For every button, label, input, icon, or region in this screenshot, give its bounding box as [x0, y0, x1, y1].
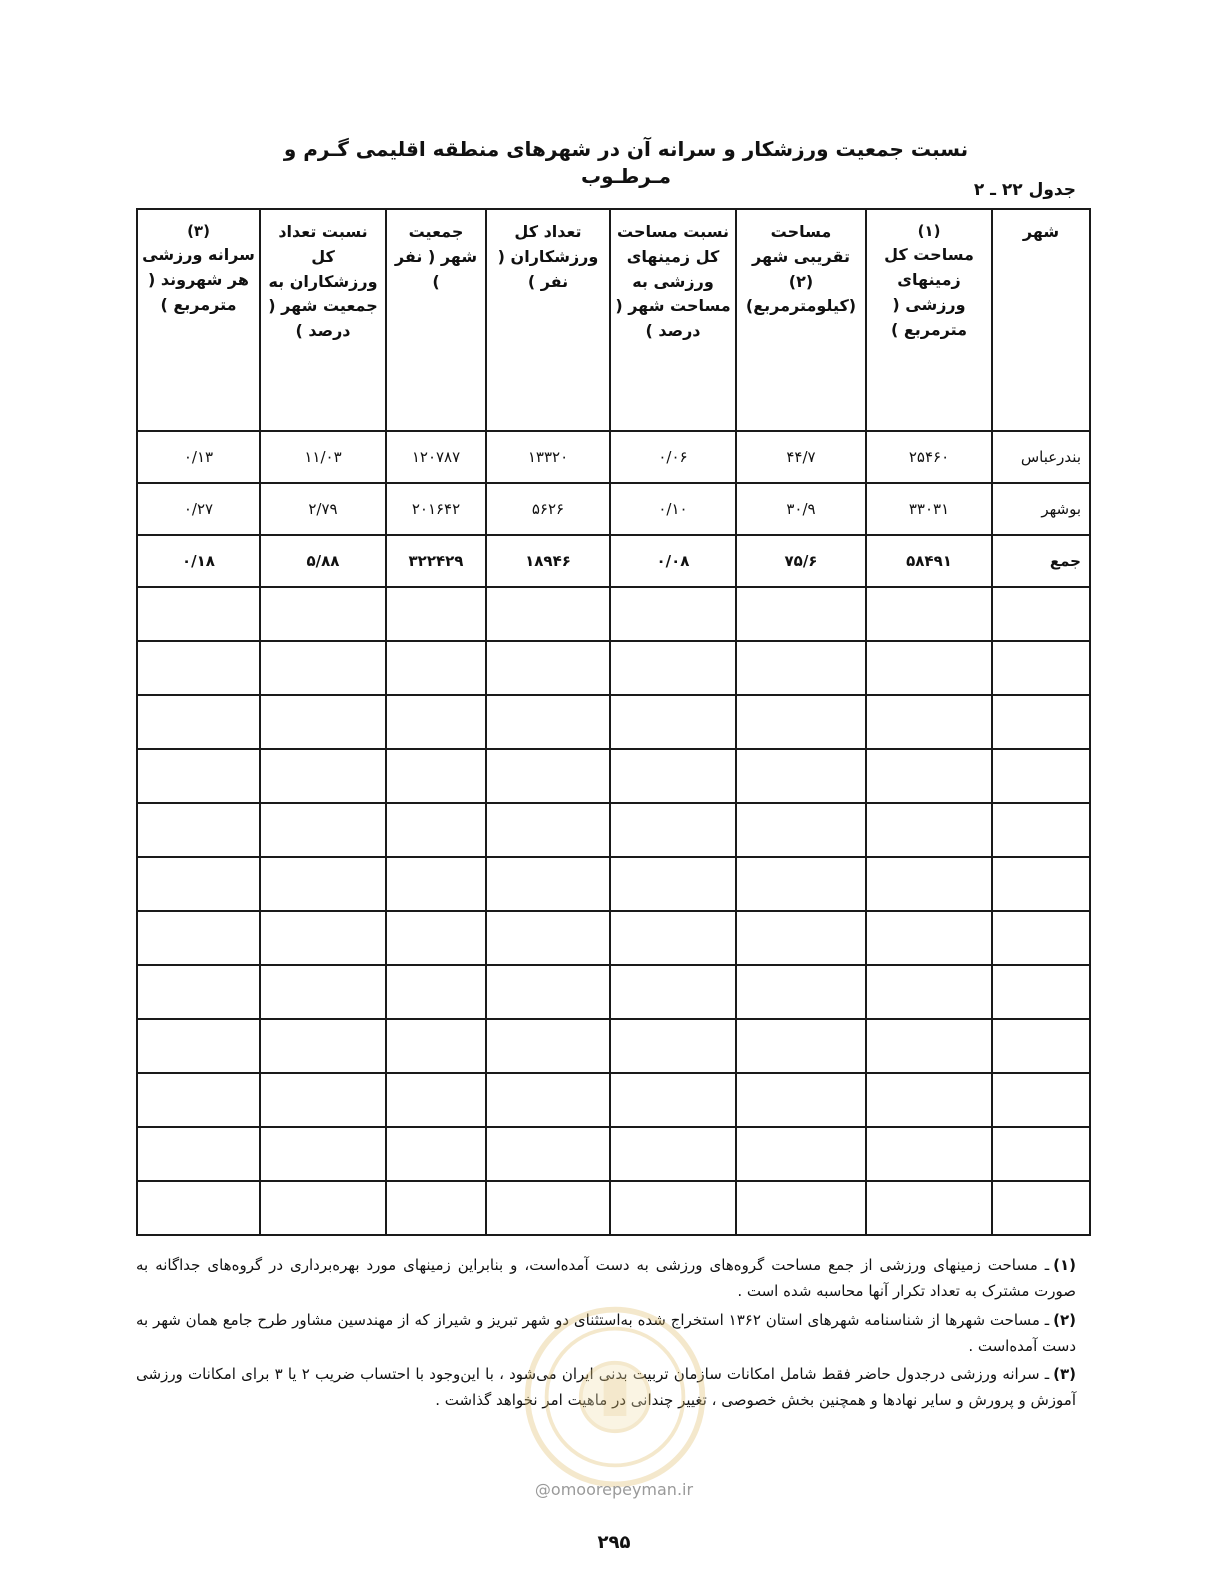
table-cell: ۱۱/۰۳	[260, 431, 386, 483]
footnote-text: ـ مساحت زمینهای ورزشی از جمع مساحت گروه‌های ورزشی به دست آمده‌است، و بنابراین زمینهای مورد بهره‌برداری در گروه‌های جداگانه به صورت مشترک به تعداد تکرار آنها محاسبه شده است .	[136, 1256, 1076, 1301]
empty-table-cell	[866, 749, 992, 803]
footnote-text: ـ سرانه ورزشی درجدول حاضر فقط شامل امکانات سازمان تربیت بدنی ایران می‌شود ، با این‌وجود با احتساب ضریب ۲ یا ۳ برای امکانات ورزشی آموزش و پرورش و سایر نهادها و همچنین بخش خصوصی ، تغییر چندانی در ماهیت امر نخواهد گذاشت .	[136, 1365, 1076, 1410]
empty-table-cell	[260, 857, 386, 911]
header-label: سرانه ورزشی هر شهروند ( مترمربع )	[142, 245, 255, 314]
empty-table-cell	[736, 911, 866, 965]
header-label: نسبت تعداد کل ورزشکاران به جمعیت شهر ( درصد )	[268, 222, 378, 341]
header-label: جمعیت شهر ( نفر )	[394, 222, 478, 291]
statistics-table-container	[138, 208, 1091, 1236]
empty-table-cell	[386, 695, 486, 749]
table-cell: ۷۵/۶	[736, 535, 866, 587]
empty-table-cell	[992, 695, 1090, 749]
empty-table-cell	[486, 641, 610, 695]
empty-table-row	[137, 857, 1090, 911]
table-cell: جمع	[992, 535, 1090, 587]
table-header-row	[137, 209, 1090, 431]
empty-table-row	[137, 1127, 1090, 1181]
table-cell: بوشهر	[992, 483, 1090, 535]
table-cell: ۰/۱۸	[137, 535, 260, 587]
header-area-ratio	[610, 209, 736, 431]
watermark-seal	[520, 1302, 710, 1492]
empty-table-cell	[610, 695, 736, 749]
empty-table-cell	[260, 695, 386, 749]
empty-table-cell	[610, 587, 736, 641]
empty-table-cell	[486, 911, 610, 965]
empty-table-cell	[992, 857, 1090, 911]
table-cell: ۱۸۹۴۶	[486, 535, 610, 587]
footnote-mark: (۲)	[1053, 1310, 1076, 1329]
header-label: تعداد کل ورزشکاران ( نفر )	[497, 222, 599, 291]
empty-table-cell	[736, 1019, 866, 1073]
empty-table-cell	[736, 1181, 866, 1235]
table-cell: ۳۰/۹	[736, 483, 866, 535]
empty-table-cell	[866, 857, 992, 911]
empty-table-cell	[486, 1127, 610, 1181]
table-cell: ۵۸۴۹۱	[866, 535, 992, 587]
empty-table-cell	[866, 641, 992, 695]
table-cell: ۲۵۴۶۰	[866, 431, 992, 483]
table-cell: ۴۴/۷	[736, 431, 866, 483]
page-number: ۲۹۵	[597, 1532, 631, 1553]
empty-table-cell	[386, 1073, 486, 1127]
empty-table-cell	[137, 1019, 260, 1073]
empty-rows	[137, 587, 1090, 1235]
header-label: مساحت کل زمینهای ورزشی ( مترمربع )	[884, 245, 974, 339]
header-note: (۳)	[187, 222, 210, 240]
empty-table-cell	[486, 803, 610, 857]
empty-table-cell	[736, 1073, 866, 1127]
table-cell: ۵۶۲۶	[486, 483, 610, 535]
table-cell: ۰/۲۷	[137, 483, 260, 535]
empty-table-row	[137, 1019, 1090, 1073]
empty-table-cell	[137, 641, 260, 695]
empty-table-cell	[610, 749, 736, 803]
footnote-1	[136, 1252, 1076, 1305]
empty-table-cell	[386, 641, 486, 695]
empty-table-cell	[610, 803, 736, 857]
website-watermark: @omoorepeyman.ir	[534, 1480, 694, 1499]
empty-table-cell	[386, 1127, 486, 1181]
footnote-mark: (۳)	[1053, 1365, 1077, 1383]
table-cell: ۲۰۱۶۴۲	[386, 483, 486, 535]
table-cell: بندرعباس	[992, 431, 1090, 483]
empty-table-cell	[736, 695, 866, 749]
empty-table-cell	[992, 1127, 1090, 1181]
empty-table-cell	[736, 1127, 866, 1181]
table-label: جدول ۲۲ ـ ۲	[973, 180, 1076, 200]
empty-table-cell	[486, 965, 610, 1019]
table-cell: ۰/۱۳	[137, 431, 260, 483]
empty-table-row	[137, 641, 1090, 695]
empty-table-cell	[992, 749, 1090, 803]
empty-table-cell	[992, 641, 1090, 695]
table-cell: ۵/۸۸	[260, 535, 386, 587]
empty-table-row	[137, 803, 1090, 857]
table-row	[137, 431, 1090, 483]
header-population	[386, 209, 486, 431]
empty-table-cell	[992, 1073, 1090, 1127]
header-label: نسبت مساحت کل زمینهای ورزشی به مساحت شهر ( درصد )	[615, 222, 731, 341]
table-row-total	[137, 535, 1090, 587]
empty-table-cell	[736, 641, 866, 695]
empty-table-cell	[610, 965, 736, 1019]
empty-table-cell	[486, 857, 610, 911]
empty-table-cell	[992, 911, 1090, 965]
empty-table-cell	[137, 1181, 260, 1235]
header-city	[992, 209, 1090, 431]
table-cell: ۱۲۰۷۸۷	[386, 431, 486, 483]
empty-table-cell	[610, 857, 736, 911]
header-total-sports-area	[866, 209, 992, 431]
table-cell: ۱۳۳۲۰	[486, 431, 610, 483]
table-cell: ۰/۰۶	[610, 431, 736, 483]
empty-table-cell	[610, 1019, 736, 1073]
empty-table-cell	[260, 749, 386, 803]
empty-table-cell	[992, 1019, 1090, 1073]
empty-table-cell	[386, 749, 486, 803]
empty-table-cell	[866, 1073, 992, 1127]
empty-table-cell	[866, 587, 992, 641]
empty-table-cell	[386, 911, 486, 965]
table-cell: ۳۳۰۳۱	[866, 483, 992, 535]
empty-table-cell	[736, 803, 866, 857]
empty-table-row	[137, 695, 1090, 749]
empty-table-row	[137, 749, 1090, 803]
empty-table-cell	[137, 1073, 260, 1127]
empty-table-cell	[610, 911, 736, 965]
header-label: مساحت تقریبی شهر (۲) (کیلومترمربع)	[745, 222, 857, 316]
empty-table-cell	[386, 587, 486, 641]
empty-table-cell	[137, 695, 260, 749]
empty-table-cell	[260, 911, 386, 965]
empty-table-cell	[486, 587, 610, 641]
empty-table-cell	[866, 911, 992, 965]
empty-table-cell	[386, 1181, 486, 1235]
empty-table-cell	[736, 965, 866, 1019]
empty-table-cell	[992, 1181, 1090, 1235]
empty-table-cell	[992, 803, 1090, 857]
table-cell: ۰/۱۰	[610, 483, 736, 535]
empty-table-cell	[260, 1127, 386, 1181]
empty-table-cell	[486, 1019, 610, 1073]
empty-table-cell	[992, 965, 1090, 1019]
empty-table-cell	[260, 587, 386, 641]
empty-table-cell	[736, 749, 866, 803]
empty-table-cell	[137, 857, 260, 911]
header-athletes-count	[486, 209, 610, 431]
empty-table-cell	[260, 965, 386, 1019]
empty-table-cell	[736, 857, 866, 911]
empty-table-row	[137, 1181, 1090, 1235]
empty-table-cell	[610, 1073, 736, 1127]
empty-table-row	[137, 587, 1090, 641]
empty-table-cell	[260, 1181, 386, 1235]
empty-table-cell	[866, 965, 992, 1019]
footnote-mark: (۱)	[1053, 1256, 1076, 1274]
empty-table-cell	[866, 695, 992, 749]
header-note: (۱)	[917, 222, 941, 240]
statistics-table	[136, 208, 1091, 1236]
empty-table-cell	[866, 803, 992, 857]
empty-table-cell	[486, 749, 610, 803]
empty-table-row	[137, 1073, 1090, 1127]
header-athletes-ratio	[260, 209, 386, 431]
empty-table-cell	[137, 749, 260, 803]
header-per-capita	[137, 209, 260, 431]
empty-table-cell	[486, 695, 610, 749]
table-cell: ۳۲۲۴۲۹	[386, 535, 486, 587]
empty-table-cell	[137, 965, 260, 1019]
empty-table-cell	[386, 857, 486, 911]
empty-table-cell	[736, 587, 866, 641]
empty-table-cell	[610, 1127, 736, 1181]
empty-table-cell	[610, 1181, 736, 1235]
empty-table-cell	[137, 1127, 260, 1181]
empty-table-cell	[610, 641, 736, 695]
table-row	[137, 483, 1090, 535]
empty-table-cell	[137, 587, 260, 641]
empty-table-cell	[486, 1181, 610, 1235]
empty-table-cell	[260, 641, 386, 695]
empty-table-cell	[260, 1019, 386, 1073]
empty-table-cell	[386, 965, 486, 1019]
table-cell: ۰/۰۸	[610, 535, 736, 587]
empty-table-row	[137, 911, 1090, 965]
empty-table-cell	[260, 803, 386, 857]
empty-table-cell	[866, 1181, 992, 1235]
empty-table-cell	[866, 1127, 992, 1181]
header-city-area	[736, 209, 866, 431]
empty-table-cell	[486, 1073, 610, 1127]
empty-table-cell	[386, 803, 486, 857]
empty-table-cell	[386, 1019, 486, 1073]
table-cell: ۲/۷۹	[260, 483, 386, 535]
empty-table-row	[137, 965, 1090, 1019]
page-title: نسبت جمعیت ورزشکار و سرانه آن در شهرهای منطقه اقلیمی گـرم و مـرطـوب	[283, 137, 969, 188]
empty-table-cell	[137, 911, 260, 965]
empty-table-cell	[866, 1019, 992, 1073]
empty-table-cell	[992, 587, 1090, 641]
header-label: شهر	[1022, 222, 1060, 241]
empty-table-cell	[260, 1073, 386, 1127]
empty-table-cell	[137, 803, 260, 857]
footnote-text: ـ مساحت شهرها از شناسنامه شهرهای استان ۱۳۶۲ استخراج شده به‌استثنای دو شهر تبریز و شیراز که از مهندسین مشاور طرح جامع همان شهر به دست آمده‌است .	[136, 1310, 1076, 1355]
